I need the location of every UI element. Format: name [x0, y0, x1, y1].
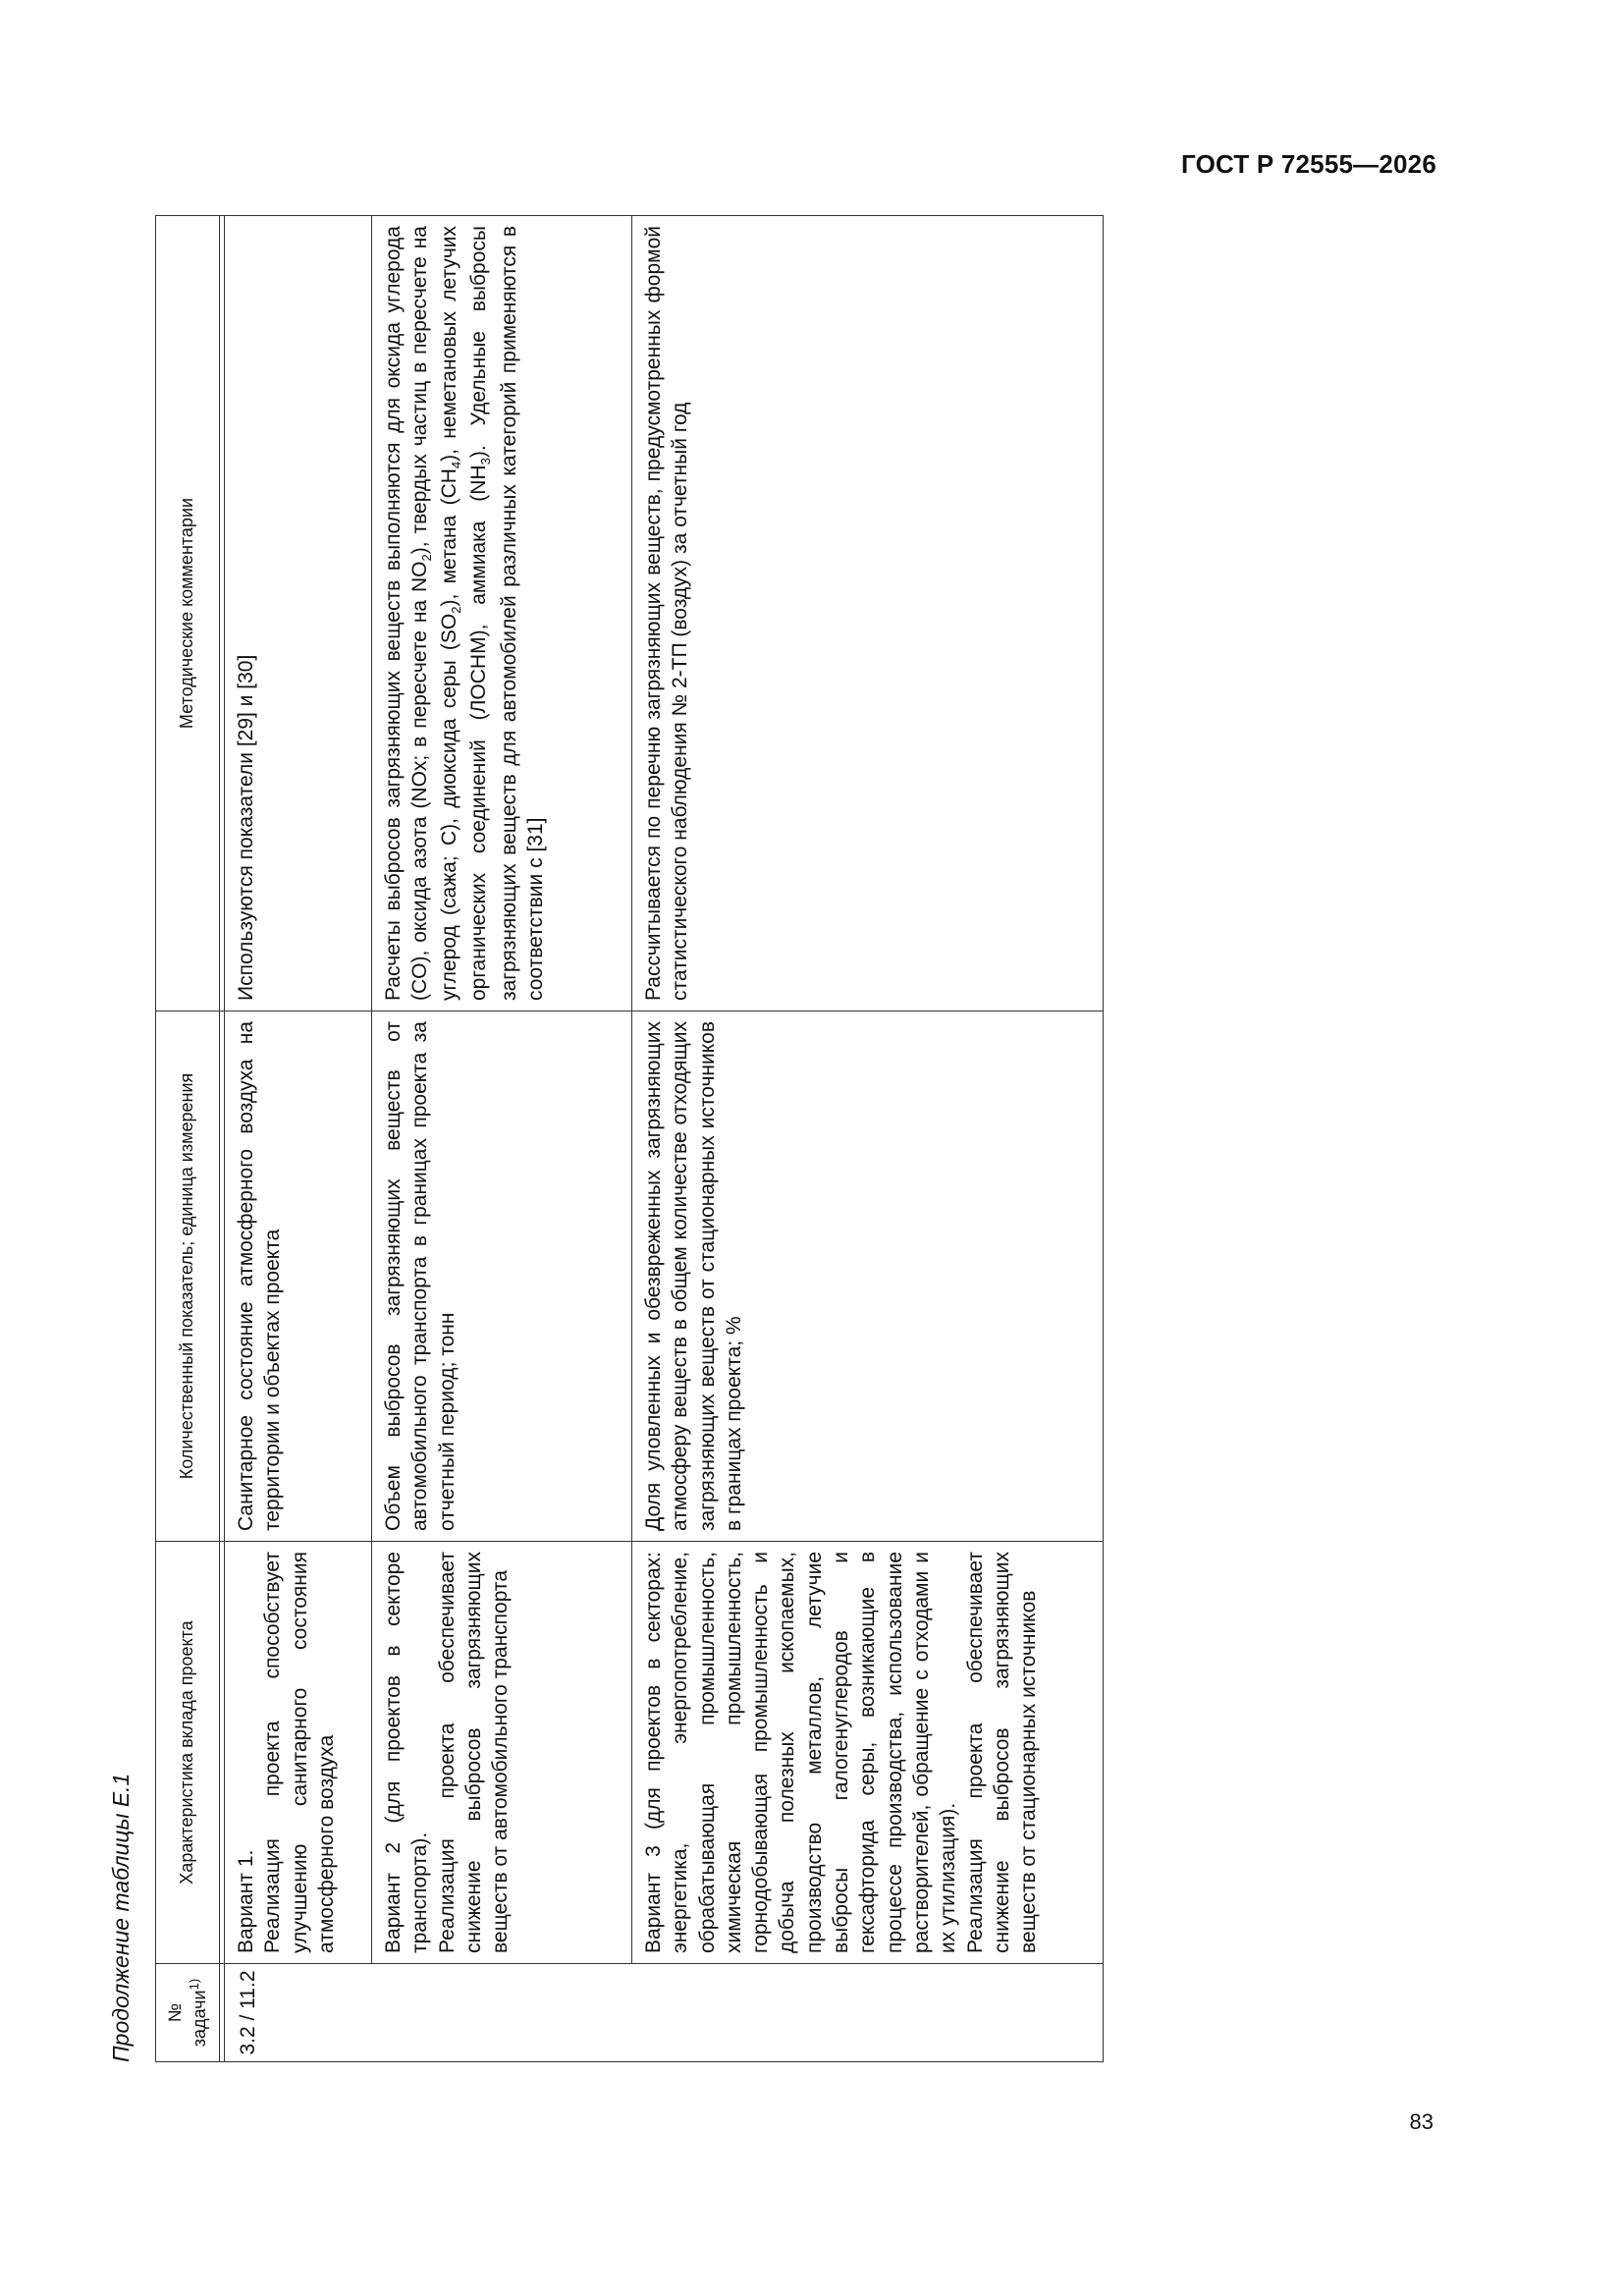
contribution-cell	[632, 1542, 1104, 1964]
rotated-table-block	[108, 216, 1129, 2062]
comment-cell: Расчеты выбросов загрязняющих веществ выполняются для оксида углерода (CO), оксида азота (NOx; в пересчете на $NO_2$), твердых частиц в пересчете на углерод (сажа; С), диоксида серы $(SO_2)$, метана $(CH_4)$, неметановых летучих органических соединений (ЛОСНМ), аммиака $(NH_3)$. Удельные выбросы загрязняющих веществ для автомобилей различных категорий применяются в соответствии с [31]	[372, 216, 632, 1011]
table-caption: Продолжение таблицы Е.1	[108, 1773, 134, 2062]
standard-code: ГОСТ Р 72555—2026	[1181, 149, 1436, 179]
methodology-table	[155, 215, 1104, 2062]
comment-cell: Рассчитывается по перечню загрязняющих веществ, предусмотренных формой статистического наблюдения № 2-ТП (воздух) за отчетный год	[632, 216, 1104, 1011]
indicator-cell: Доля уловленных и обезвреженных загрязняющих атмосферу веществ в общем количестве отходящих загрязняющих веществ от стационарных источников в границах проекта; %	[632, 1011, 1104, 1542]
column-header-contribution: Характеристика вклада проекта	[156, 1542, 220, 1964]
comment-cell: Используются показатели [29] и [30]	[225, 216, 372, 1011]
column-header-comments: Методические комментарии	[156, 216, 220, 1011]
page-number: 83	[1409, 2109, 1434, 2134]
column-header-task	[156, 1964, 220, 2062]
contribution-cell	[372, 1542, 632, 1964]
contribution-text: Реализация проекта способствует улучшению санитарного состояния атмосферного воздуха	[261, 1552, 338, 1953]
column-header-indicator: Количественный показатель; единица измерения	[156, 1011, 220, 1542]
indicator-cell: Санитарное состояние атмосферного воздуха на территории и объектах проекта	[225, 1011, 372, 1542]
indicator-cell: Объем выбросов загрязняющих веществ от автомобильного транспорта в границах проекта за отчетный период; тонн	[372, 1011, 632, 1542]
contribution-text: Реализация проекта обеспечивает снижение выбросов загрязняющих веществ от стационарных источников	[963, 1552, 1041, 1953]
table-row	[632, 216, 1104, 2062]
contribution-variant: Вариант 1.	[235, 1849, 257, 1953]
task-number: 3.2 / 11.2	[225, 1964, 1104, 2062]
table-row	[225, 216, 372, 2062]
table-header-row	[156, 216, 220, 2062]
table-row	[372, 216, 632, 2062]
column-header-task-label: № задачи	[164, 1990, 209, 2048]
footnote-mark: 1)	[187, 1978, 201, 1991]
contribution-cell	[225, 1542, 372, 1964]
contribution-text: Реализация проекта обеспечивает снижение выбросов загрязняющих веществ от автомобильного транспорта	[435, 1552, 513, 1953]
contribution-variant: Вариант 3 (для проектов в секторах: энергетика, энергопотребление, обрабатывающая промышленность, химическая промышленность, горнодобывающая промышленность и добыча полезных ископаемых, производство металлов, летучие выбросы галогенуглеродов и гексафторида серы, возникающие в процессе производства, использование растворителей, обращение с отходами и их утилизация).	[642, 1552, 960, 1953]
contribution-variant: Вариант 2 (для проектов в секторе транспорта).	[382, 1552, 432, 1953]
